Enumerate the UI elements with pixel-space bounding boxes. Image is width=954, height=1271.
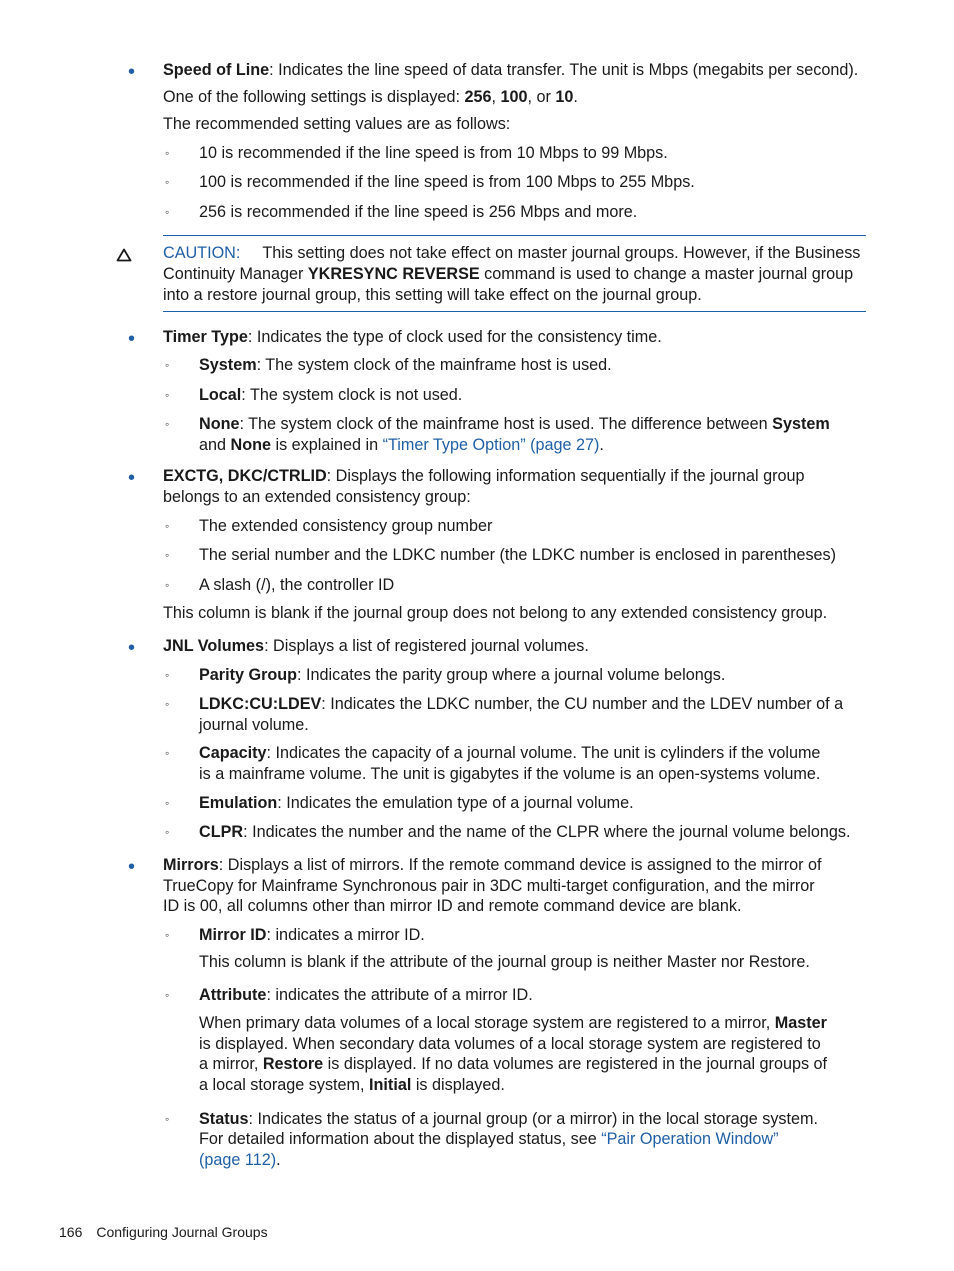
term: CLPR [199, 823, 244, 841]
sub-bullet-icon: ◦ [165, 146, 170, 160]
description: : Displays a list of registered journal volumes. [264, 637, 589, 655]
description: : Displays the following information sequentially if the journal group [326, 467, 805, 485]
description: : The system clock of the mainframe host is used. The difference between [239, 415, 773, 433]
description: : indicates the attribute of a mirror ID. [266, 986, 533, 1004]
sub-bullet-icon: ◦ [165, 519, 170, 533]
speed-settings-line [163, 87, 578, 108]
exctg-item [163, 466, 804, 487]
list-item-continuation: journal volume. [199, 716, 309, 734]
list-item [199, 355, 612, 376]
description: : Indicates the LDKC number, the CU number and the LDEV number of a [321, 695, 844, 713]
description: : Displays a list of mirrors. If the remote command device is assigned to the mirror of [218, 856, 822, 874]
term: Parity Group [199, 666, 298, 684]
command-name: YKRESYNC REVERSE [307, 265, 480, 283]
mirrors-item [163, 855, 822, 876]
caution-bottom-rule [163, 311, 866, 312]
list-item [199, 414, 830, 435]
text: a mirror, [199, 1055, 263, 1073]
description: : Indicates the status of a journal group (or a mirror) in the local storage system. [248, 1110, 819, 1128]
attribute-para-line [199, 1054, 827, 1075]
list-item-continuation: is a mainframe volume. The unit is gigabytes if the volume is an open-systems volume. [199, 765, 821, 783]
page-number: 166 [59, 1224, 83, 1240]
text: This setting does not take effect on master journal groups. However, if the Business [262, 244, 861, 262]
recommended-intro: The recommended setting values are as follows: [163, 115, 511, 133]
list-item: 100 is recommended if the line speed is from 100 Mbps to 255 Mbps. [199, 173, 695, 191]
attribute-para-line: is displayed. When secondary data volumes of a local storage system are registered to [199, 1035, 821, 1053]
list-item [199, 665, 725, 686]
exctg-desc-continuation: belongs to an extended consistency group: [163, 488, 471, 506]
description: : Indicates the emulation type of a journal volume. [277, 794, 634, 812]
term: LDKC:CU:LDEV [199, 695, 322, 713]
attribute-para-line [199, 1013, 827, 1034]
mirrors-desc-continuation: TrueCopy for Mainframe Synchronous pair in 3DC multi-target configuration, and the mirror [163, 877, 815, 895]
speed-of-line-item [163, 60, 858, 81]
attribute-para-line [199, 1075, 505, 1096]
sub-bullet-icon: ◦ [165, 388, 170, 402]
term: Attribute [199, 986, 267, 1004]
list-item-continuation [199, 1129, 778, 1150]
list-item [199, 925, 425, 946]
text: When primary data volumes of a local storage system are registered to a mirror, [199, 1014, 775, 1032]
list-item: 256 is recommended if the line speed is 256 Mbps and more. [199, 203, 638, 221]
jnl-volumes-item [163, 636, 589, 657]
list-item-continuation [199, 435, 604, 456]
pair-operation-window-page-link[interactable]: (page 112) [199, 1151, 277, 1169]
list-item: A slash (/), the controller ID [199, 576, 395, 594]
page-footer [59, 1223, 268, 1241]
sub-bullet-icon: ◦ [165, 746, 170, 760]
text: , [491, 88, 501, 106]
value-100: 100 [500, 88, 528, 106]
list-item [199, 985, 533, 1006]
text: a local storage system, [199, 1076, 370, 1094]
description: : Indicates the line speed of data transfer. The unit is Mbps (megabits per second). [269, 61, 859, 79]
term: Mirror ID [199, 926, 267, 944]
text: is explained in [270, 436, 383, 454]
list-item [199, 743, 820, 764]
exctg-blank-note: This column is blank if the journal group does not belong to any extended consistency group. [163, 604, 828, 622]
text: is displayed. If no data volumes are registered in the journal groups of [323, 1055, 828, 1073]
bullet-icon: • [128, 856, 136, 878]
caution-label: CAUTION: [163, 244, 241, 262]
list-item: 10 is recommended if the line speed is from 10 Mbps to 99 Mbps. [199, 144, 668, 162]
sub-bullet-icon: ◦ [165, 928, 170, 942]
mirror-id-note: This column is blank if the attribute of the journal group is neither Master nor Restore. [199, 953, 810, 971]
caution-triangle-icon [116, 248, 132, 262]
caution-line-2 [163, 264, 853, 285]
list-item: The serial number and the LDKC number (the LDKC number is enclosed in parentheses) [199, 546, 837, 564]
term: Emulation [199, 794, 278, 812]
sub-bullet-icon: ◦ [165, 417, 170, 431]
sub-bullet-icon: ◦ [165, 668, 170, 682]
section-title: Configuring Journal Groups [96, 1224, 268, 1240]
sub-bullet-icon: ◦ [165, 548, 170, 562]
term: Capacity [199, 744, 267, 762]
bullet-icon: • [128, 637, 136, 659]
description: : indicates a mirror ID. [266, 926, 425, 944]
text: For detailed information about the displayed status, see [199, 1130, 602, 1148]
sub-bullet-icon: ◦ [165, 1112, 170, 1126]
term: Status [199, 1110, 249, 1128]
term: None [199, 415, 240, 433]
text: One of the following settings is displayed: [163, 88, 465, 106]
text: . [276, 1151, 281, 1169]
description: : The system clock is not used. [241, 386, 463, 404]
mirrors-desc-continuation: ID is 00, all columns other than mirror ID and remote command device are blank. [163, 897, 742, 915]
bullet-icon: • [128, 61, 136, 83]
list-item [199, 1109, 818, 1130]
sub-bullet-icon: ◦ [165, 825, 170, 839]
pair-operation-window-link[interactable]: “Pair Operation Window” [601, 1130, 779, 1148]
term: Restore [262, 1055, 324, 1073]
term: None [230, 436, 271, 454]
bullet-icon: • [128, 467, 136, 489]
sub-bullet-icon: ◦ [165, 697, 170, 711]
list-item [199, 793, 634, 814]
sub-bullet-icon: ◦ [165, 175, 170, 189]
term: System [199, 356, 257, 374]
text: is displayed. [411, 1076, 505, 1094]
list-item [199, 385, 462, 406]
term: JNL Volumes [163, 637, 265, 655]
term: Timer Type [163, 328, 248, 346]
text: command is used to change a master journal group [479, 265, 854, 283]
timer-type-item [163, 327, 662, 348]
description: : Indicates the type of clock used for the consistency time. [247, 328, 662, 346]
text: , or [527, 88, 556, 106]
text: Continuity Manager [163, 265, 308, 283]
description: : Indicates the number and the name of the CLPR where the journal volume belongs. [243, 823, 851, 841]
sub-bullet-icon: ◦ [165, 358, 170, 372]
description: : The system clock of the mainframe host is used. [256, 356, 612, 374]
caution-line-1 [163, 243, 860, 264]
list-item-continuation [199, 1150, 281, 1171]
term: Master [774, 1014, 827, 1032]
term: System [772, 415, 830, 433]
sub-bullet-icon: ◦ [165, 578, 170, 592]
value-10: 10 [555, 88, 574, 106]
description: : Indicates the parity group where a journal volume belongs. [297, 666, 726, 684]
term: Speed of Line [163, 61, 270, 79]
description: : Indicates the capacity of a journal volume. The unit is cylinders if the volume [266, 744, 821, 762]
list-item: The extended consistency group number [199, 517, 493, 535]
list-item [199, 822, 850, 843]
list-item [199, 694, 843, 715]
sub-bullet-icon: ◦ [165, 205, 170, 219]
value-256: 256 [464, 88, 492, 106]
text: and [199, 436, 231, 454]
term: Local [199, 386, 242, 404]
sub-bullet-icon: ◦ [165, 796, 170, 810]
caution-line-3: into a restore journal group, this setting will take effect on the journal group. [163, 286, 702, 304]
text: . [599, 436, 604, 454]
term: EXCTG, DKC/CTRLID [163, 467, 327, 485]
bullet-icon: • [128, 328, 136, 350]
term: Initial [369, 1076, 412, 1094]
timer-type-option-link[interactable]: “Timer Type Option” (page 27) [382, 436, 600, 454]
caution-top-rule [163, 235, 866, 236]
term: Mirrors [163, 856, 219, 874]
text: . [573, 88, 578, 106]
sub-bullet-icon: ◦ [165, 988, 170, 1002]
